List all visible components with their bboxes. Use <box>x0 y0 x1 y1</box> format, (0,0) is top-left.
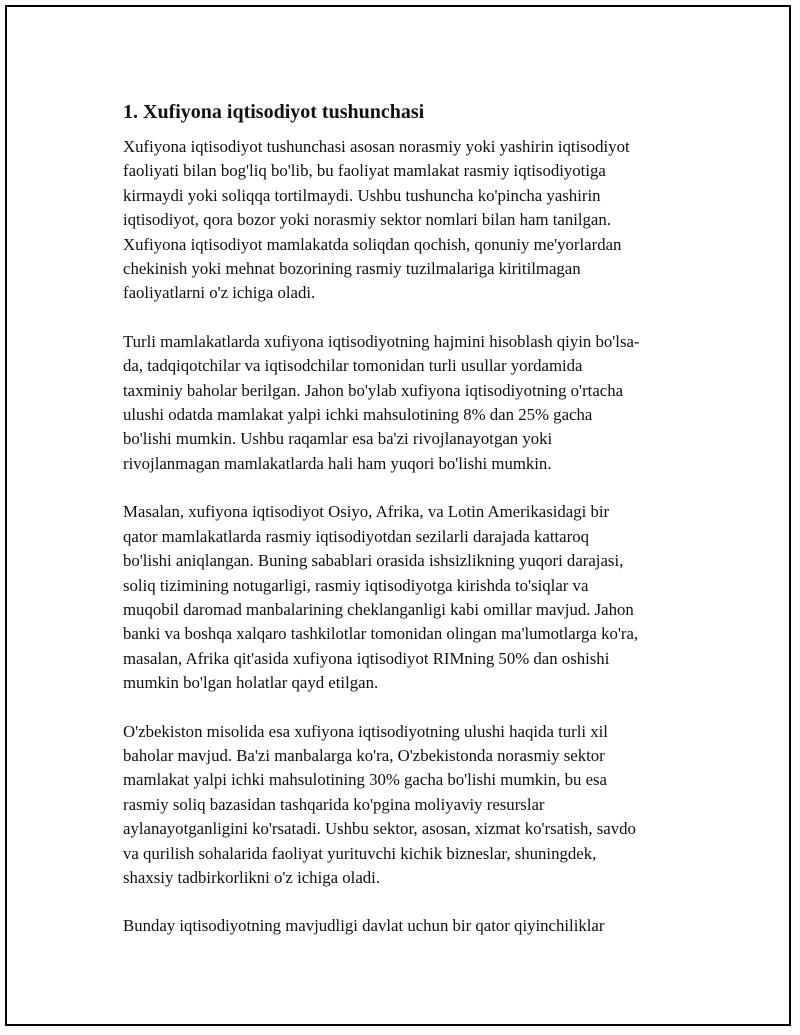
text-line: Xufiyona iqtisodiyot mamlakatda soliqdan qochish, qonuniy me'yorlardan <box>123 234 622 254</box>
text-line: aylanayotganligini ko'rsatadi. Ushbu sektor, asosan, xizmat ko'rsatish, savdo <box>123 819 636 839</box>
text-line: shaxsiy tadbirkorlikni o'z ichiga oladi. <box>123 867 381 887</box>
text-line: Bunday iqtisodiyotning mavjudligi davlat uchun bir qator qiyinchiliklar <box>123 916 605 936</box>
text-line: iqtisodiyot, qora bozor yoki norasmiy sektor nomlari bilan ham tanilgan. <box>123 210 611 230</box>
text-line: bo'lishi aniqlangan. Buning sabablari orasida ishsizlikning yuqori darajasi, <box>123 551 624 571</box>
text-line: faoliyatlarni o'z ichiga oladi. <box>123 283 316 303</box>
paragraph <box>123 330 695 476</box>
section-heading: 1. Xufiyona iqtisodiyot tushunchasi <box>123 101 425 123</box>
text-line: taxminiy baholar berilgan. Jahon bo'ylab xufiyona iqtisodiyotning o'rtacha <box>123 380 624 400</box>
text-line: da, tadqiqotchilar va iqtisodchilar tomonidan turli usullar yordamida <box>123 356 583 376</box>
text-line: kirmaydi yoki soliqqa tortilmaydi. Ushbu tushuncha ko'pincha yashirin <box>123 185 601 205</box>
text-line: mumkin bo'lgan holatlar qayd etilgan. <box>123 673 379 693</box>
text-line: rasmiy soliq bazasidan tashqarida ko'pgina moliyaviy resurslar <box>123 794 545 814</box>
text-line: va qurilish sohalarida faoliyat yurituvchi kichik bizneslar, shuningdek, <box>123 843 597 863</box>
text-line: muqobil daromad manbalarining cheklanganligi kabi omillar mavjud. Jahon <box>123 599 634 619</box>
paragraph <box>123 500 695 695</box>
text-line: baholar mavjud. Ba'zi manbalarga ko'ra, O'zbekistonda norasmiy sektor <box>123 745 605 765</box>
text-line: chekinish yoki mehnat bozorining rasmiy tuzilmalariga kiritilmagan <box>123 259 581 279</box>
text-line: bo'lishi mumkin. Ushbu raqamlar esa ba'zi rivojlanayotgan yoki <box>123 429 553 449</box>
text-line: Turli mamlakatlarda xufiyona iqtisodiyotning hajmini hisoblash qiyin bo'lsa- <box>123 331 640 351</box>
document-content <box>123 99 695 963</box>
text-line: mamlakat yalpi ichki mahsulotining 30% gacha bo'lishi mumkin, bu esa <box>123 770 608 790</box>
paragraph <box>123 914 695 938</box>
text-line: masalan, Afrika qit'asida xufiyona iqtisodiyot RIMning 50% dan oshishi <box>123 648 610 668</box>
document-page <box>5 5 791 1026</box>
text-line: ulushi odatda mamlakat yalpi ichki mahsulotining 8% dan 25% gacha <box>123 405 593 425</box>
paragraph <box>123 720 695 891</box>
text-line: O'zbekiston misolida esa xufiyona iqtisodiyotning ulushi haqida turli xil <box>123 721 608 741</box>
paragraph <box>123 135 695 306</box>
text-line: soliq tizimining notugarligi, rasmiy iqtisodiyotga kirishda to'siqlar va <box>123 575 589 595</box>
text-line: Masalan, xufiyona iqtisodiyot Osiyo, Afrika, va Lotin Amerikasidagi bir <box>123 502 610 522</box>
text-line: faoliyati bilan bog'liq bo'lib, bu faoliyat mamlakat rasmiy iqtisodiyotiga <box>123 161 606 181</box>
text-line: banki va boshqa xalqaro tashkilotlar tomonidan olingan ma'lumotlarga ko'ra, <box>123 624 639 644</box>
text-line: rivojlanmagan mamlakatlarda hali ham yuqori bo'lishi mumkin. <box>123 453 552 473</box>
text-line: qator mamlakatlarda rasmiy iqtisodiyotdan sezilarli darajada kattaroq <box>123 526 589 546</box>
text-line: Xufiyona iqtisodiyot tushunchasi asosan norasmiy yoki yashirin iqtisodiyot <box>123 137 630 156</box>
